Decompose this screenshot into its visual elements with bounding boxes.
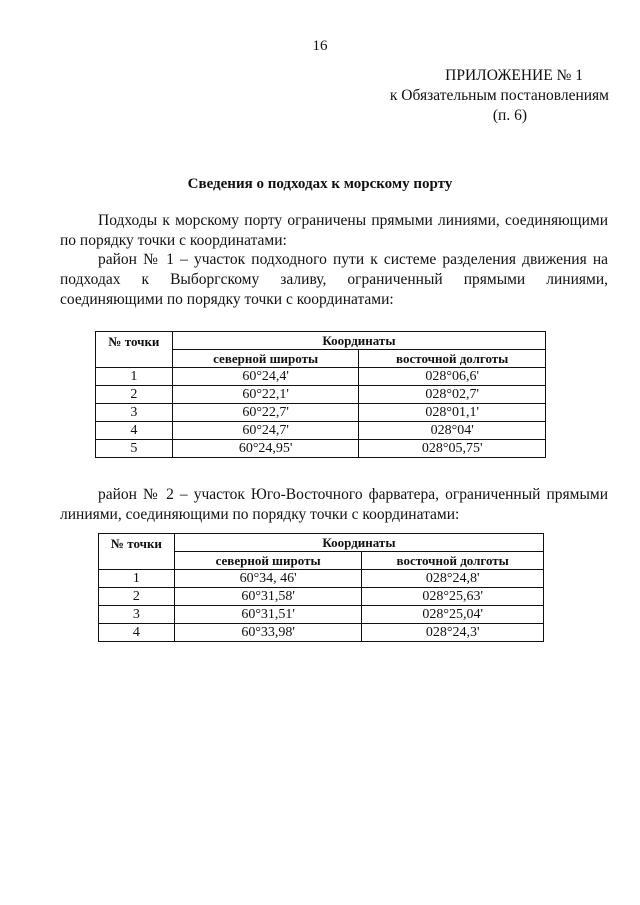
- point-number-header: № точки: [96, 332, 173, 368]
- longitude-value: 028°05,75': [359, 440, 546, 458]
- longitude-value: 028°24,8': [362, 570, 544, 588]
- latitude-header: северной широты: [174, 552, 362, 570]
- latitude-value: 60°24,7': [172, 422, 359, 440]
- point-number: 3: [96, 404, 173, 422]
- district-2-coordinates-table: [98, 533, 544, 642]
- table-header-row: [99, 534, 544, 552]
- latitude-value: 60°31,58': [174, 588, 362, 606]
- district-1-coordinates-table: [95, 331, 546, 458]
- point-number: 1: [99, 570, 175, 588]
- latitude-value: 60°34, 46': [174, 570, 362, 588]
- table-row: [96, 368, 546, 386]
- appendix-block: [349, 66, 609, 126]
- point-number: 5: [96, 440, 173, 458]
- intro-paragraph: Подходы к морскому порту ограничены прямыми линиями, соединяющими по порядку точки с координатами:: [60, 212, 608, 249]
- latitude-header: северной широты: [172, 350, 359, 368]
- latitude-value: 60°22,7': [172, 404, 359, 422]
- district-1-paragraph: район № 1 – участок подходного пути к системе разделения движения на подходах к Выборгскому заливу, ограниченный прямыми линиями, соединяющими по порядку точки с координатами:: [60, 251, 608, 308]
- appendix-title: ПРИЛОЖЕНИЕ № 1: [445, 67, 583, 84]
- district-2-paragraph: район № 2 – участок Юго-Восточного фарватера, ограниченный прямыми линиями, соединяющими по порядку точки с координатами:: [60, 486, 608, 523]
- point-number: 3: [99, 606, 175, 624]
- coordinates-header: Координаты: [174, 534, 543, 552]
- longitude-value: 028°25,04': [362, 606, 544, 624]
- point-number-header: № точки: [99, 534, 175, 570]
- longitude-header: восточной долготы: [362, 552, 544, 570]
- page-number: 16: [312, 38, 328, 54]
- latitude-value: 60°33,98': [174, 624, 362, 642]
- appendix-reference: к Обязательным постановлениям: [389, 87, 609, 104]
- point-number: 1: [96, 368, 173, 386]
- point-number: 2: [99, 588, 175, 606]
- table-row: [99, 606, 544, 624]
- table-row: [96, 386, 546, 404]
- latitude-value: 60°22,1': [172, 386, 359, 404]
- table-row: [96, 440, 546, 458]
- coordinates-header: Координаты: [172, 332, 545, 350]
- table-row: [99, 570, 544, 588]
- table-header-row: [96, 332, 546, 350]
- latitude-value: 60°24,95': [172, 440, 359, 458]
- longitude-value: 028°25,63': [362, 588, 544, 606]
- longitude-value: 028°06,6': [359, 368, 546, 386]
- table-row: [96, 422, 546, 440]
- longitude-value: 028°02,7': [359, 386, 546, 404]
- table-row: [99, 588, 544, 606]
- appendix-clause: (п. 6): [492, 107, 527, 124]
- longitude-value: 028°04': [359, 422, 546, 440]
- table-row: [99, 624, 544, 642]
- point-number: 4: [96, 422, 173, 440]
- latitude-value: 60°31,51': [174, 606, 362, 624]
- longitude-value: 028°01,1': [359, 404, 546, 422]
- table-row: [96, 404, 546, 422]
- point-number: 2: [96, 386, 173, 404]
- latitude-value: 60°24,4': [172, 368, 359, 386]
- document-heading: Сведения о подходах к морскому порту: [187, 176, 453, 192]
- longitude-header: восточной долготы: [359, 350, 546, 368]
- point-number: 4: [99, 624, 175, 642]
- longitude-value: 028°24,3': [362, 624, 544, 642]
